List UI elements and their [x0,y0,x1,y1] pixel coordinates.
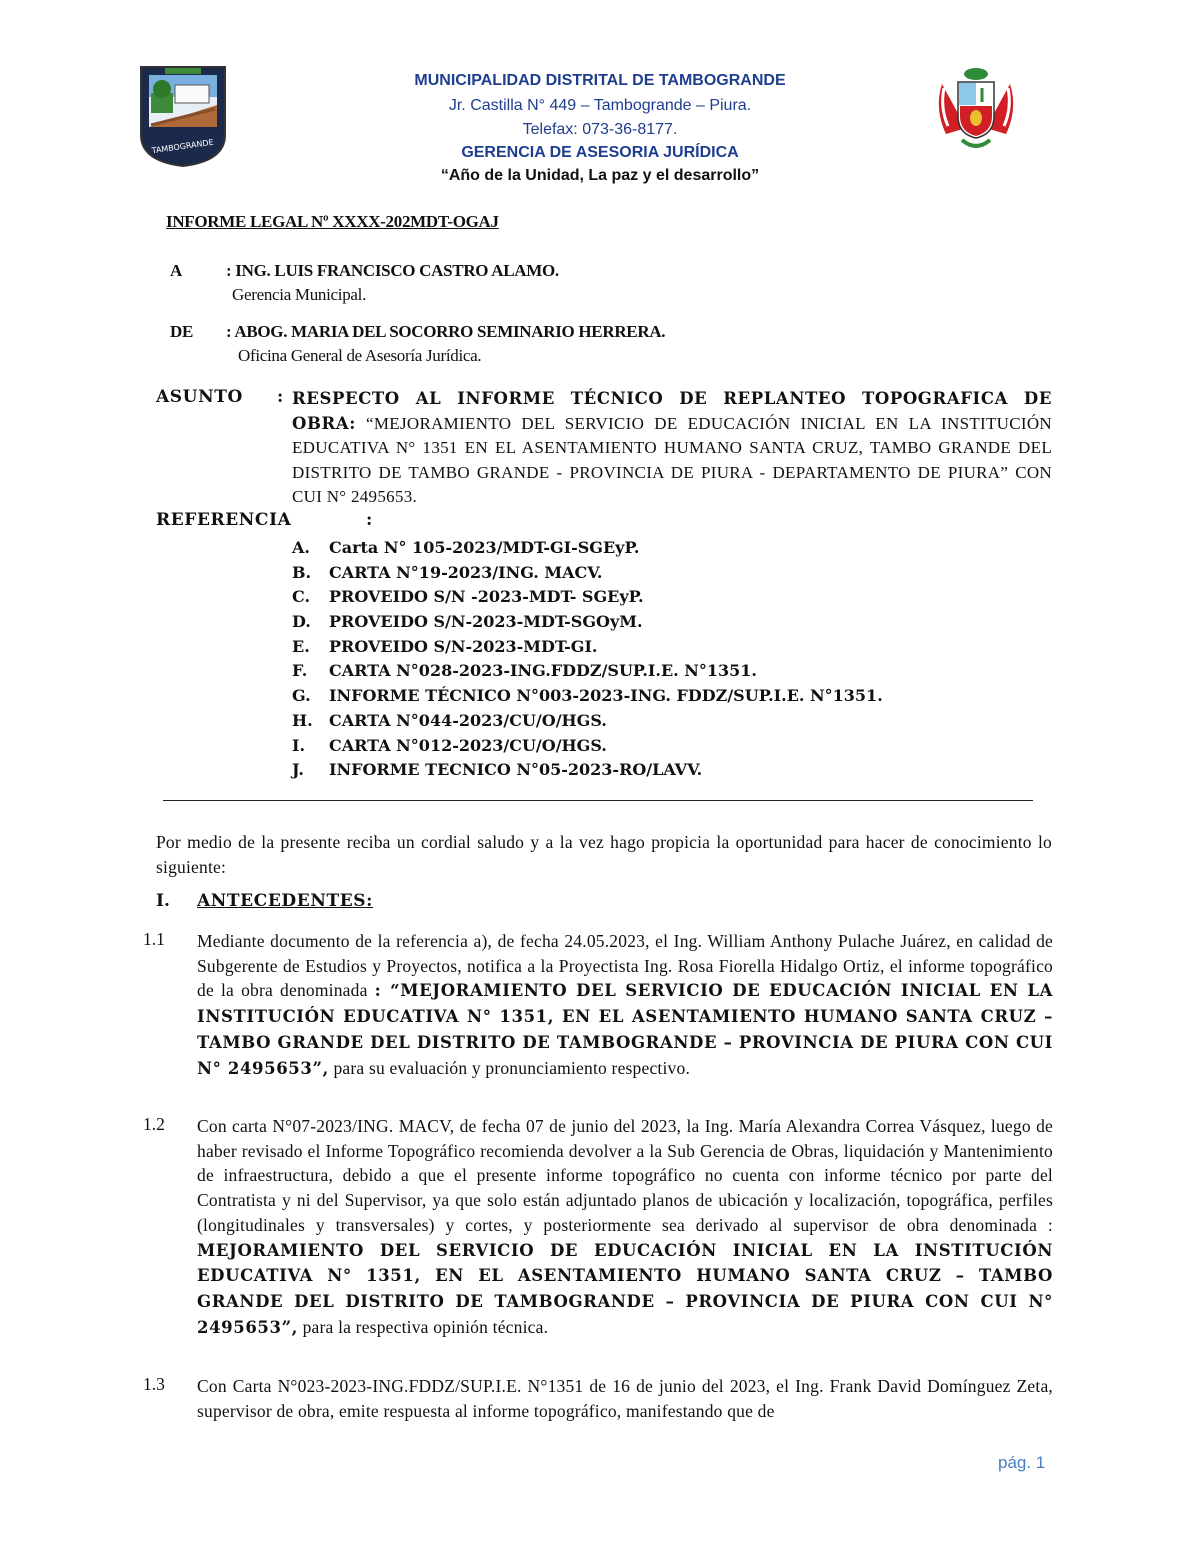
subject-label: ASUNTO [156,387,243,407]
reference-item: I. CARTA N°012-2023/CU/O/HGS. [292,735,607,755]
reference-label: REFERENCIA [156,510,292,530]
section-number: I. [156,891,170,911]
from-name: : ABOG. MARIA DEL SOCORRO SEMINARIO HERRERA. [226,322,666,341]
paragraph-bold-text: : “MEJORAMIENTO DEL SERVICIO DE EDUCACIÓN INICIAL EN LA INSTITUCIÓN EDUCATIVA N° 1351, EN EL ASENTAMIENTO HUMANO SANTA CRUZ – TAMBO GRANDE DEL DISTRITO DE TAMBOGRANDE – PROVINCIA DE PIURA CON CUI N° 2495653”, [197,981,1054,1078]
paragraph-text: para su evaluación y pronunciamiento respectivo. [333,1057,691,1078]
coat-of-arms-icon [932,64,1020,154]
reference-item: E. PROVEIDO S/N-2023-MDT-GI. [292,636,598,656]
from-label: DE [170,322,194,341]
to-label: A [170,261,182,280]
paragraph-bold-text: MEJORAMIENTO DEL SERVICIO DE EDUCACIÓN INICIAL EN LA INSTITUCIÓN EDUCATIVA N° 1351, EN EL ASENTAMIENTO HUMANO SANTA CRUZ – TAMBO GRANDE DEL DISTRITO DE TAMBOGRANDE – PROVINCIA DE PIURA CON CUI N° 2495653”, [197,1240,1053,1337]
subject-text [292,387,1052,510]
org-address: Jr. Castilla N° 449 – Tambogrande – Piura. [448,97,752,114]
reference-item: J. INFORME TECNICO N°05-2023-RO/LAVV. [292,760,703,780]
reference-item: F. CARTA N°028-2023-ING.FDDZ/SUP.I.E. N°1351. [292,661,757,681]
paragraph-text: para la respectiva opinión técnica. [302,1316,549,1337]
to-name: : ING. LUIS FRANCISCO CASTRO ALAMO. [226,261,559,280]
subject-body: “MEJORAMIENTO DEL SERVICIO DE EDUCACIÓN INICIAL EN LA INSTITUCIÓN EDUCATIVA N° 1351 EN EL ASENTAMIENTO HUMANO SANTA CRUZ, TAMBO GRANDE DEL DISTRITO DE TAMBO GRANDE - PROVINCIA DE PIURA - DEPARTAMENTO DE PIURA” CON CUI N° 2495653. [292,413,1052,507]
org-phone: Telefax: 073-36-8177. [522,121,678,138]
document-title: INFORME LEGAL Nº XXXX-202MDT-OGAJ [166,212,499,231]
reference-item: G. INFORME TÉCNICO N°003-2023-ING. FDDZ/SUP.I.E. N°1351. [292,686,883,706]
subject-colon: : [277,387,284,407]
paragraph-number: 1.1 [143,929,165,949]
paragraph-text: Con carta N°07-2023/ING. MACV, de fecha 07 de junio del 2023, la Ing. María Alexandra Correa Vásquez, luego de haber revisado el Informe Topográfico recomienda devolver a la Sub Gerencia de Obras, liquidación y Mantenimiento de infraestructura, debido a que el presente informe topográfico no cuenta con informe técnico por parte del Contratista y ni del Supervisor, ya que solo están adjuntado planos de ubicación y localización, topográfica, perfiles (longitudinales y transversales) y cortes, y posteriormente sea derivado al supervisor de obra denominada : [197,1116,1053,1235]
section-title: ANTECEDENTES: [197,891,374,911]
municipal-shield-logo [137,65,229,168]
page-number: pág. 1 [998,1453,1046,1472]
department-name: GERENCIA DE ASESORIA JURÍDICA [461,144,739,161]
paragraph-1-1 [197,929,1053,1081]
section-divider [163,800,1033,801]
paragraph-1-2 [197,1114,1053,1340]
paragraph-number: 1.2 [143,1114,165,1134]
reference-item: H. CARTA N°044-2023/CU/O/HGS. [292,710,607,730]
from-role: Oficina General de Asesoría Jurídica. [238,346,482,365]
paragraph-text: Con Carta N°023-2023-ING.FDDZ/SUP.I.E. N°1351 de 16 de junio del 2023, el Ing. Frank David Domínguez Zeta, supervisor de obra, emite respuesta al informe topográfico, manifestando que de [197,1376,1053,1421]
reference-item: B. CARTA N°19-2023/ING. MACV. [292,562,603,582]
paragraph-number: 1.3 [143,1374,165,1394]
subject-bold: RESPECTO AL INFORME TÉCNICO DE REPLANTEO TOPOGRAFICA DE OBRA: [292,389,1052,433]
reference-item: C. PROVEIDO S/N -2023-MDT- SGEyP. [292,587,644,607]
reference-item: A. Carta N° 105-2023/MDT-GI-SGEyP. [292,538,640,557]
reference-item: D. PROVEIDO S/N-2023-MDT-SGOyM. [292,612,643,632]
reference-colon: : [366,510,373,530]
intro-paragraph: Por medio de la presente reciba un cordial saludo y a la vez hago propicia la oportunidad para hacer de conocimiento lo siguiente: [156,832,1052,877]
shield-label: TAMBOGRANDE [151,137,215,156]
reference-list [292,536,883,783]
section-heading [156,891,373,911]
org-name: MUNICIPALIDAD DISTRITAL DE TAMBOGRANDE [414,72,786,89]
to-role: Gerencia Municipal. [232,285,367,304]
paragraph-text: Mediante documento de la referencia a), de fecha 24.05.2023, el Ing. William Anthony Pulache Juárez, en calidad de Subgerente de Estudios y Proyectos, notifica a la Proyectista Ing. Rosa Fiorella Hidalgo Ortiz, el informe topográfico de la obra denominada [197,931,1053,1001]
year-motto: “Año de la Unidad, La paz y el desarrollo” [440,167,760,184]
paragraph-1-3 [197,1374,1053,1423]
